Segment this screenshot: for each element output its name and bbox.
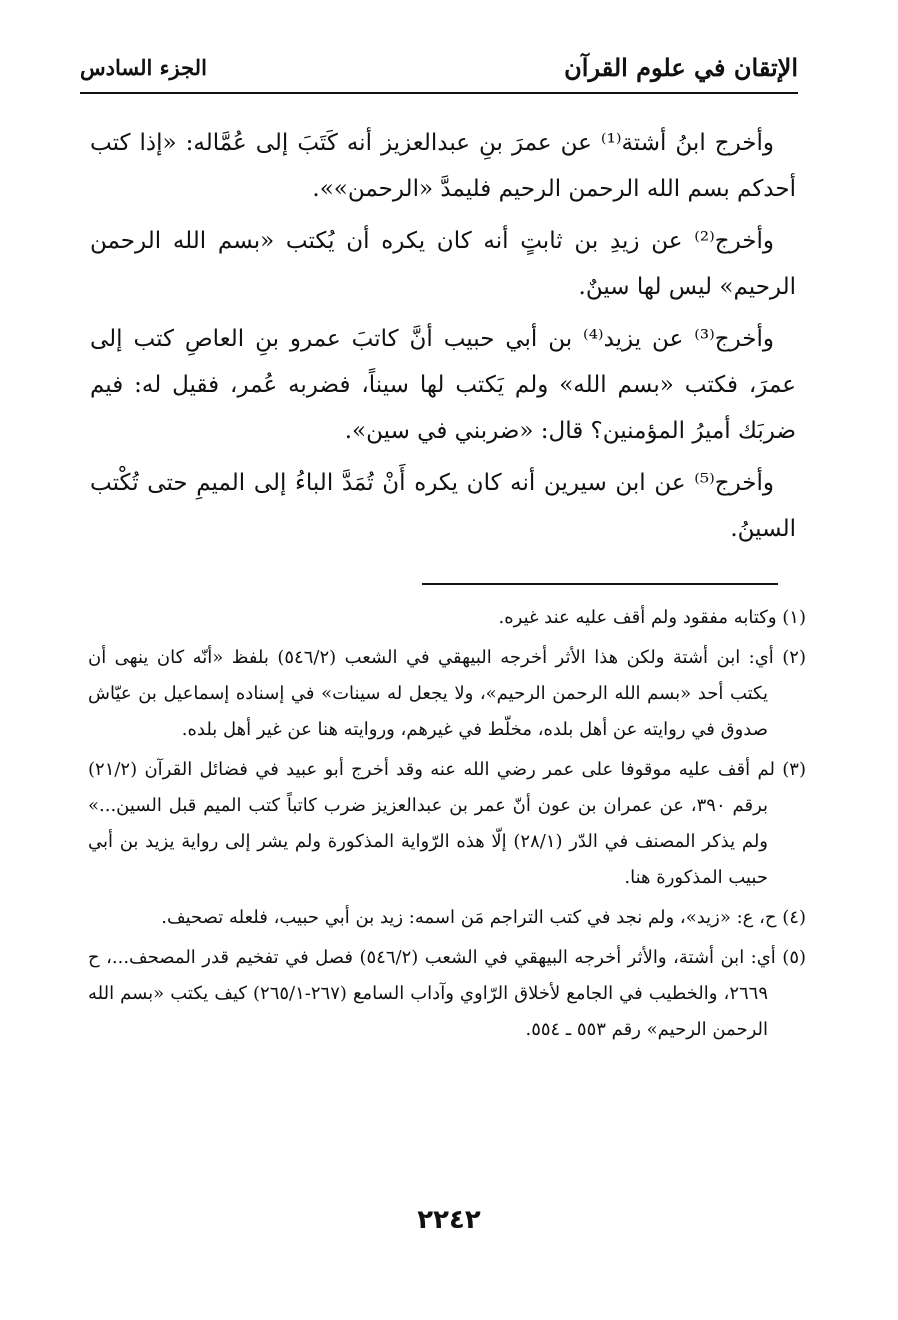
footnote: (٢) أي: ابن أشتة ولكن هذا الأثر أخرجه البيهقي في الشعب (٥٤٦/٢) بلفظ «أنّه كان ينهى أن يكتب أحد «بسم الله الرحمن الرحيم»، ولا يجعل له سينات» في إسناده إسماعيل بن عيّاش صدوق في روايته عن أهل بلده، مخلّط في غيرهم، وروايته هنا عن غير أهل بلده. bbox=[88, 647, 806, 740]
footnote: (١) وكتابه مفقود ولم أقف عليه عند غيره. bbox=[498, 607, 806, 628]
footnote: (٥) أي: ابن أشتة، والأثر أخرجه البيهقي في الشعب (٥٤٦/٢) فصل في تفخيم قدر المصحف...، ح ٢٦٦٩، والخطيب في الجامع لأخلاق الرّاوي وآداب السامع (٢٦٧-٢٦٥/١) كيف يكتب «بسم الله الرحمن الرحيم» رقم ٥٥٣ ـ ٥٥٤. bbox=[88, 947, 807, 1040]
paragraph: وأخرج⁽⁵⁾ عن ابن سيرين أنه كان يكره أَنْ تُمَدَّ الباءُ إلى الميمِ حتى تُكْتب السينُ. bbox=[90, 470, 796, 542]
paragraph: وأخرج ابنُ أشتة⁽¹⁾ عن عمرَ بنِ عبدالعزيز أنه كَتَبَ إلى عُمَّاله: «إذا كتب أحدكم بسم الله الرحمن الرحيم فليمدَّ «الرحمن»». bbox=[90, 130, 796, 202]
part-label: الجزء السادس bbox=[80, 55, 207, 80]
paragraph: وأخرج⁽³⁾ عن يزيد⁽⁴⁾ بن أبي حبيب أنَّ كاتبَ عمرو بنِ العاصِ كتب إلى عمرَ، فكتب «بسم الله» ولم يَكتب لها سيناً، فضربه عُمر، فقيل له: فيم ضربَك أميرُ المؤمنين؟ قال: «ضربني في سين». bbox=[90, 326, 796, 444]
page-number: ٢٢٤٢ bbox=[417, 1205, 481, 1235]
book-title: الإتقان في علوم القرآن bbox=[564, 53, 798, 82]
footnotes bbox=[88, 600, 806, 1052]
footnote: (٣) لم أقف عليه موقوفا على عمر رضي الله عنه وقد أخرج أبو عبيد في فضائل القرآن (٢١/٢) برقم ٣٩٠، عن عمران بن عون أنّ عمر بن عبدالعزيز ضرب كاتباً كتب الميم قبل السين...» ولم يذكر المصنف في الدّر (٢٨/١) إلّا هذه الرّواية المذكورة ولم يشر إلى رواية يزيد بن أبي حبيب المذكورة هنا. bbox=[88, 759, 806, 888]
footnote-separator bbox=[422, 583, 778, 585]
paragraph: وأخرج⁽²⁾ عن زيدِ بن ثابتٍ أنه كان يكره أن يُكتب «بسم الله الرحمن الرحيم» ليس لها سينٌ. bbox=[90, 228, 796, 300]
main-text bbox=[90, 120, 796, 558]
running-header bbox=[80, 50, 798, 92]
header-rule bbox=[80, 92, 798, 94]
footnote: (٤) ح، ع: «زيد»، ولم نجد في كتب التراجم مَن اسمه: زيد بن أبي حبيب، فلعله تصحيف. bbox=[161, 907, 806, 928]
